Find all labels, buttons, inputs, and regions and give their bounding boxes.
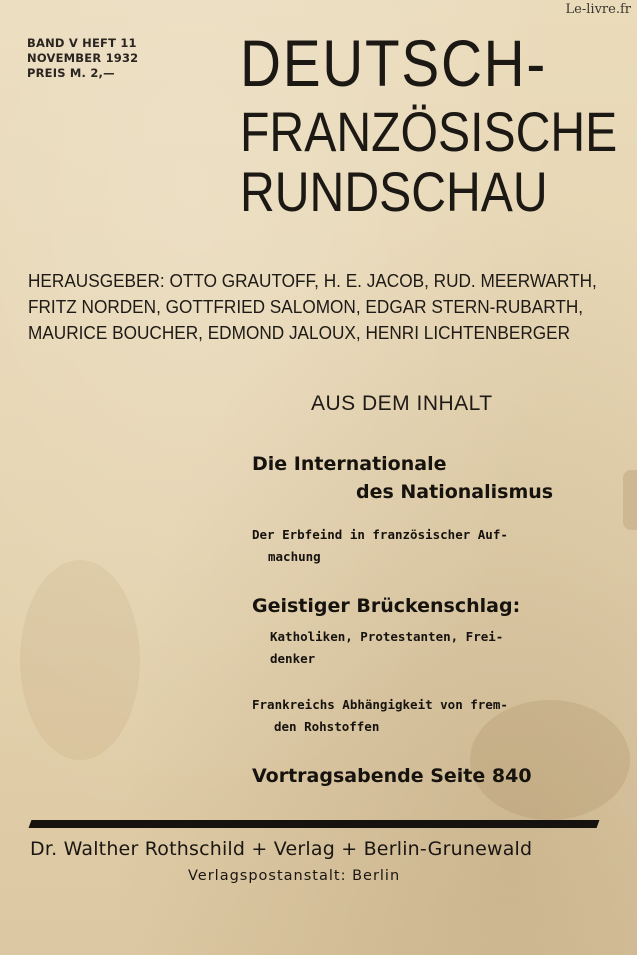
item2-line-1: Der Erbfeind in französischer Auf- (252, 527, 508, 542)
contents-item-3-sub (270, 626, 598, 670)
title-line-2: FRANZÖSISCHE (240, 100, 618, 163)
item4-line-2: den Rohstoffen (274, 719, 380, 734)
issue-date: NOVEMBER 1932 (27, 51, 139, 65)
editors-list (28, 268, 608, 346)
title-line-3: RUNDSCHAU (240, 160, 548, 223)
issue-info (27, 36, 138, 81)
item3-title: Geistiger Brückenschlag: (252, 595, 521, 617)
magazine-title (240, 26, 637, 224)
contents-item-2 (252, 524, 597, 568)
publisher-post: Verlagspostanstalt: Berlin (188, 868, 401, 884)
issue-price: PREIS M. 2,— (27, 66, 115, 80)
watermark: Le-livre.fr (565, 2, 631, 17)
contents-item-3 (252, 592, 597, 620)
editors-line-2: FRITZ NORDEN, GOTTFRIED SALOMON, EDGAR STERN-RUBARTH, (28, 296, 584, 317)
contents-item-5 (252, 762, 597, 790)
issue-volume: BAND V HEFT 11 (27, 36, 137, 50)
paper-stain (20, 560, 140, 760)
item5-title: Vortragsabende Seite 840 (252, 765, 532, 787)
item1-line-1: Die Internationale (252, 453, 447, 475)
item3-sub-line-2: denker (270, 651, 316, 666)
torn-edge (623, 470, 637, 530)
editors-line-3: MAURICE BOUCHER, EDMOND JALOUX, HENRI LICHTENBERGER (28, 322, 571, 343)
contents-item-4 (252, 694, 597, 738)
contents-item-1 (252, 450, 597, 506)
item2-line-2: machung (268, 549, 321, 564)
item3-sub-line-1: Katholiken, Protestanten, Frei- (270, 629, 504, 644)
item4-line-1: Frankreichs Abhängigkeit von frem- (252, 697, 508, 712)
item1-line-2: des Nationalismus (356, 481, 554, 503)
editors-line-1: HERAUSGEBER: OTTO GRAUTOFF, H. E. JACOB, RUD. MEERWARTH, (28, 270, 597, 291)
title-line-1: DEUTSCH- (240, 26, 548, 100)
publisher-line: Dr. Walther Rothschild + Verlag + Berlin-Grunewald (30, 838, 533, 860)
divider-rule-underline (34, 826, 594, 828)
contents-heading: AUS DEM INHALT (311, 392, 493, 415)
